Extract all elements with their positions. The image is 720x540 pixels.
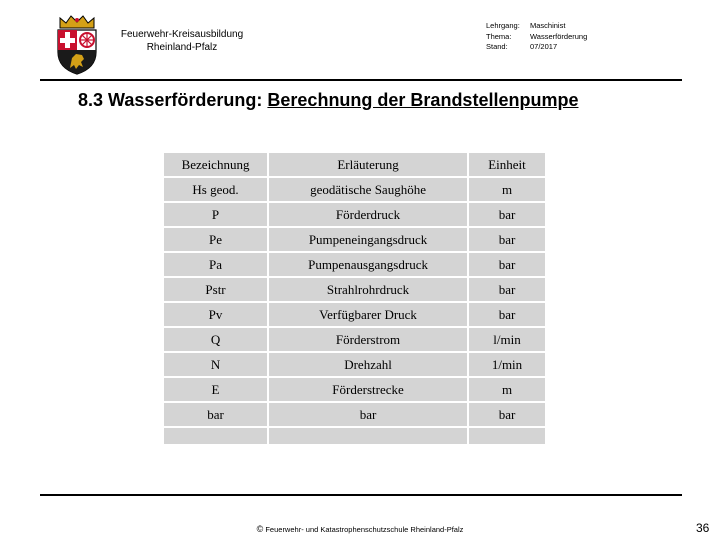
table-cell: E bbox=[163, 377, 268, 402]
meta-row-topic bbox=[486, 32, 587, 43]
page-number: 36 bbox=[696, 521, 710, 535]
table-row bbox=[163, 202, 546, 227]
table-row bbox=[163, 327, 546, 352]
table-cell: Pa bbox=[163, 252, 268, 277]
table-cell: Hs geod. bbox=[163, 177, 268, 202]
table-cell: 1/min bbox=[468, 352, 546, 377]
table-cell: bar bbox=[468, 277, 546, 302]
table-cell: Pe bbox=[163, 227, 268, 252]
organization-name bbox=[108, 28, 256, 54]
header-divider bbox=[40, 79, 682, 81]
table-row-empty bbox=[163, 427, 546, 445]
footer bbox=[0, 524, 720, 534]
table-header-cell: Einheit bbox=[468, 152, 546, 177]
table-row bbox=[163, 377, 546, 402]
table-cell: Förderdruck bbox=[268, 202, 468, 227]
table-cell: l/min bbox=[468, 327, 546, 352]
copyright-icon: © bbox=[256, 524, 264, 534]
table-row bbox=[163, 302, 546, 327]
table-cell: m bbox=[468, 377, 546, 402]
table-cell: N bbox=[163, 352, 268, 377]
table-cell: m bbox=[468, 177, 546, 202]
meta-key: Lehrgang: bbox=[486, 21, 520, 30]
organization-line-1: Feuerwehr-Kreisausbildung bbox=[120, 29, 244, 40]
table-cell: Förderstrom bbox=[268, 327, 468, 352]
footer-text: Feuerwehr- und Katastrophenschutzschule Rheinland-Pfalz bbox=[265, 525, 464, 534]
table-row bbox=[163, 227, 546, 252]
meta-key: Thema: bbox=[486, 31, 512, 41]
table-cell: Pstr bbox=[163, 277, 268, 302]
table-cell: bar bbox=[163, 402, 268, 427]
meta-row-course bbox=[486, 21, 587, 32]
meta-value: 07/2017 bbox=[530, 42, 558, 51]
table-cell: bar bbox=[468, 302, 546, 327]
table-row bbox=[163, 277, 546, 302]
table-cell: Pumpeneingangsdruck bbox=[268, 227, 468, 252]
title-main: 8.3 Wasserförderung: bbox=[78, 90, 263, 110]
table-cell: Pv bbox=[163, 302, 268, 327]
table-cell: bar bbox=[468, 252, 546, 277]
table-cell: Q bbox=[163, 327, 268, 352]
table-row bbox=[163, 402, 546, 427]
table-cell: geodätische Saughöhe bbox=[268, 177, 468, 202]
table-cell: Pumpenausgangsdruck bbox=[268, 252, 468, 277]
coat-of-arms-icon bbox=[52, 14, 102, 76]
table-row bbox=[163, 252, 546, 277]
terms-table bbox=[163, 152, 546, 445]
course-meta bbox=[486, 21, 587, 53]
meta-key: Stand: bbox=[486, 42, 508, 51]
meta-value: Maschinist bbox=[530, 21, 566, 30]
organization-line-2: Rheinland-Pfalz bbox=[146, 42, 218, 53]
table-header-row bbox=[163, 152, 546, 177]
meta-value: Wasserförderung bbox=[530, 31, 588, 41]
table-header-cell: Bezeichnung bbox=[163, 152, 268, 177]
table-cell: Verfügbarer Druck bbox=[268, 302, 468, 327]
table-cell: Strahlrohrdruck bbox=[268, 277, 468, 302]
table-cell: P bbox=[163, 202, 268, 227]
table-cell bbox=[163, 427, 268, 445]
footer-divider bbox=[40, 494, 682, 496]
title-subtitle: Berechnung der Brandstellenpumpe bbox=[267, 90, 579, 110]
table-row bbox=[163, 177, 546, 202]
table-cell: bar bbox=[468, 202, 546, 227]
table-row bbox=[163, 352, 546, 377]
table-header-cell: Erläuterung bbox=[268, 152, 468, 177]
page-title bbox=[78, 90, 578, 111]
table-cell: Drehzahl bbox=[268, 352, 468, 377]
table-cell: bar bbox=[468, 402, 546, 427]
table-cell bbox=[268, 427, 468, 445]
table-cell: Förderstrecke bbox=[268, 377, 468, 402]
table-cell bbox=[468, 427, 546, 445]
table-cell: bar bbox=[468, 227, 546, 252]
table-cell: bar bbox=[268, 402, 468, 427]
meta-row-date bbox=[486, 42, 587, 53]
